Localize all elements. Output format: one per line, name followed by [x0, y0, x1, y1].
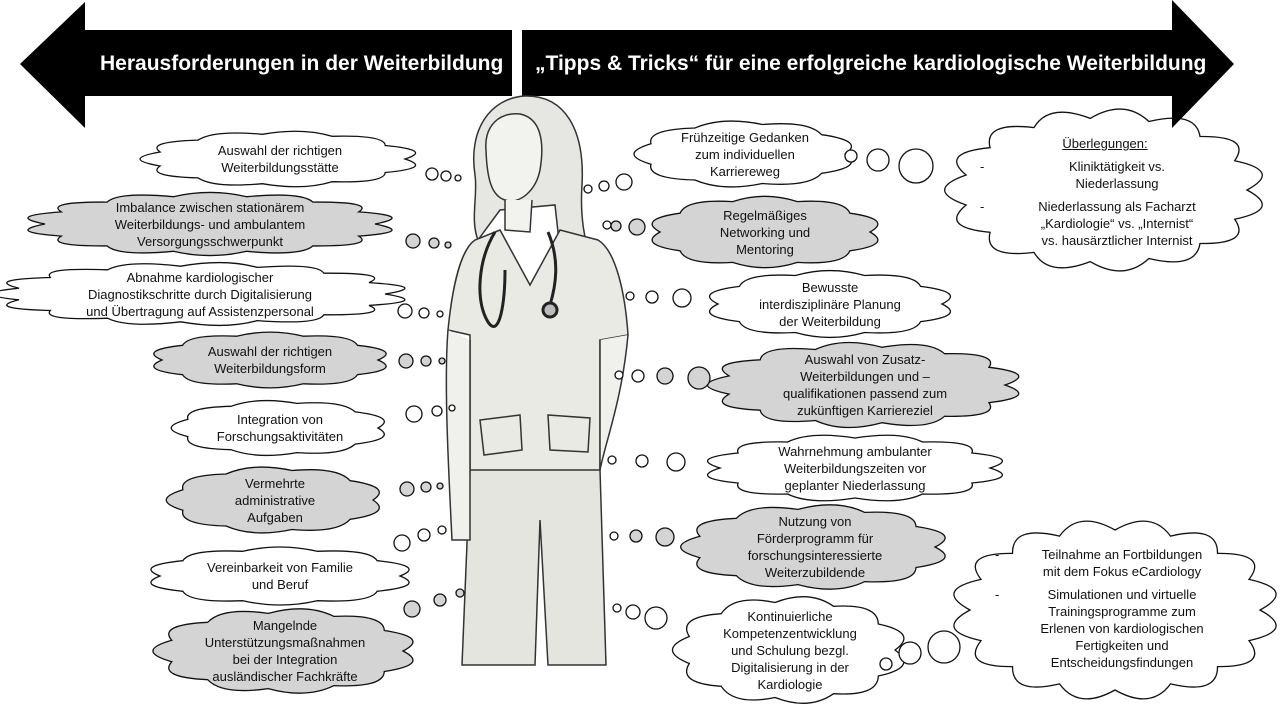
thought-bubble — [899, 149, 933, 183]
consideration-item: - Kliniktätigkeit vs. Niederlassung — [980, 158, 1230, 192]
tip-item: Kontinuierliche Kompetenzentwicklung und Schulung bezgl. Digitalisierung in der Kardiologie — [723, 608, 857, 692]
thought-bubble — [404, 601, 420, 617]
ecardiology-item: - Simulationen und virtuelle Trainingsprogramme zum Erlenen von kardiologischen Fertigkeiten und Entscheidungsfindungen — [995, 586, 1225, 671]
challenge-item: Vermehrte administrative Aufgaben — [234, 475, 316, 525]
thought-bubble — [445, 242, 451, 248]
thought-bubble — [437, 311, 443, 317]
thought-bubble — [657, 368, 673, 384]
thought-bubble — [636, 455, 648, 467]
thought-bubble — [656, 528, 674, 546]
challenges-heading: Herausforderungen in der Weiterbildung — [100, 52, 504, 75]
challenge-item: Integration von Forschungsaktivitäten — [216, 412, 344, 444]
thought-bubble — [421, 482, 431, 492]
thought-bubble — [611, 221, 621, 231]
thought-bubble — [429, 238, 439, 248]
thought-bubble — [608, 456, 616, 464]
ecardiology-list — [995, 546, 1225, 671]
thought-bubble — [667, 453, 685, 471]
thought-bubble — [406, 406, 422, 422]
thought-bubble — [421, 356, 431, 366]
challenge-item: Mangelnde Unterstützungsmaßnahmen bei der Integration ausländischer Fachkräfte — [204, 618, 366, 684]
tips-heading: „Tipps & Tricks“ für eine erfolgreiche kardiologische Weiterbildung — [535, 52, 1207, 75]
thought-bubble — [437, 483, 443, 489]
thought-bubble — [630, 530, 642, 542]
tip-item: Regelmäßiges Networking und Mentoring — [719, 207, 811, 257]
thought-bubble — [426, 168, 438, 180]
thought-bubble — [626, 292, 634, 300]
consideration-item: - Niederlassung als Facharzt „Kardiologie“ vs. „Internist“ vs. hausärztlicher Internist — [980, 198, 1230, 249]
thought-bubble — [899, 642, 921, 664]
tip-item: Auswahl von Zusatz- Weiterbildungen und – qualifikationen passend zum zukünftigen Karriereziel — [782, 352, 948, 418]
thought-bubble — [419, 308, 429, 318]
thought-bubble — [610, 532, 618, 540]
challenge-item: Vereinbarkeit von Familie und Beruf — [207, 560, 353, 592]
thought-bubble — [449, 405, 455, 411]
thought-bubble — [673, 289, 691, 307]
thought-bubble — [434, 594, 446, 606]
thought-bubble — [626, 605, 640, 619]
thought-bubble — [584, 185, 592, 193]
thought-bubble — [688, 367, 710, 389]
thought-bubble — [441, 171, 451, 181]
thought-bubble — [867, 149, 889, 171]
considerations-list — [980, 158, 1230, 249]
thought-bubble — [599, 181, 609, 191]
thought-bubble — [418, 529, 430, 541]
ecardiology-item: - Teilnahme an Fortbildungen mit dem Fokus eCardiology — [995, 546, 1225, 580]
thought-bubble — [646, 291, 658, 303]
tip-item: Bewusste interdisziplinäre Planung der Weiterbildung — [759, 279, 901, 329]
thought-bubble — [398, 304, 412, 318]
nurse-illustration — [446, 96, 628, 665]
tip-item: Wahrnehmung ambulanter Weiterbildungszeiten vor geplanter Niederlassung — [778, 443, 932, 493]
challenge-item: Abnahme kardiologischer Diagnostikschritte durch Digitalisierung und Übertragung auf Assistenzpersonal — [86, 269, 314, 319]
thought-bubble — [406, 234, 420, 248]
thought-bubble — [399, 354, 413, 368]
challenge-item: Auswahl der richtigen Weiterbildungsstätte — [217, 143, 343, 175]
thought-bubble — [615, 371, 623, 379]
thought-bubble — [613, 604, 621, 612]
thought-bubble — [432, 406, 442, 416]
ecardiology-box — [995, 540, 1225, 671]
tip-item: Nutzung von Förderprogramm für forschungsinteressierte Weiterzubildende — [747, 514, 883, 580]
thought-bubble — [645, 607, 667, 629]
challenge-item: Auswahl der richtigen Weiterbildungsform — [207, 344, 333, 376]
thought-bubble — [845, 150, 857, 162]
thought-bubble — [928, 631, 960, 663]
thought-bubble — [400, 482, 414, 496]
thought-bubble — [456, 589, 464, 597]
thought-bubble — [616, 174, 632, 190]
thought-bubble — [455, 175, 461, 181]
thought-bubble — [439, 358, 445, 364]
thought-bubble — [603, 221, 611, 229]
thought-bubble — [629, 219, 645, 235]
considerations-box — [980, 135, 1230, 249]
considerations-title: Überlegungen: — [1062, 136, 1148, 151]
thought-bubble — [438, 526, 446, 534]
thought-bubble — [632, 370, 644, 382]
tip-item: Frühzeitige Gedanken zum individuellen Karriereweg — [681, 129, 809, 179]
challenge-item: Imbalance zwischen stationärem Weiterbildungs- und ambulantem Versorgungsschwerpunkt — [114, 199, 306, 249]
